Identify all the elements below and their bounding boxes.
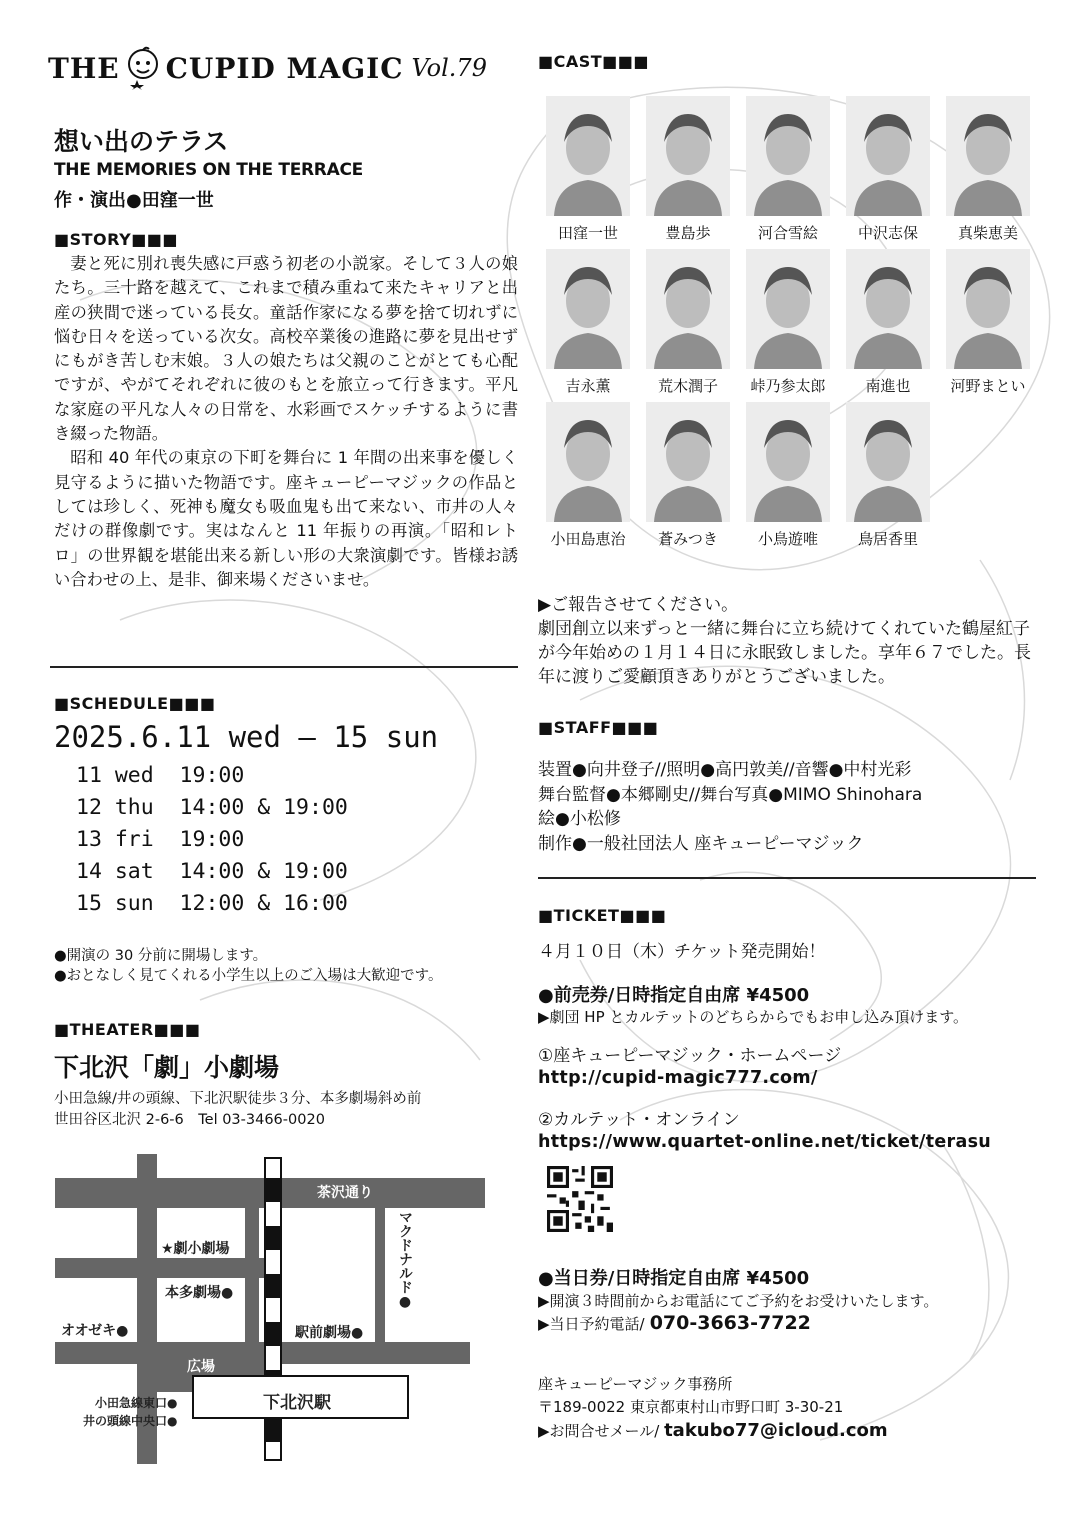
- ticket-heading: ■TICKET■■■: [538, 906, 667, 925]
- cast-name: 豊島歩: [665, 224, 711, 242]
- story-heading: ■STORY■■■: [54, 230, 179, 249]
- map-label-odakyu-east: 小田急線東口●: [95, 1396, 178, 1410]
- map-label-mcdonalds: マクドナルド●: [397, 1210, 413, 1310]
- cast-photo: [946, 96, 1030, 216]
- office-address: 〒189-0022 東京都東村山市野口町 3-30-21: [538, 1398, 844, 1416]
- story-paragraph-2: 昭和 40 年代の東京の下町を舞台に 1 年間の出来事を優しく見守るように描いた物語です。座キューピーマジックの作品としては珍しく、死神も魔女も吸血鬼も出て来ない、市井の人々だけの群像劇です。実はなんと 11 年振りの再演。「昭和レトロ」の世界観を堪能出来る新しい形の大衆演劇です。皆様お誘い合わせの上、是非、御来場くださいませ。: [54, 448, 518, 589]
- mail-address[interactable]: takubo77@icloud.com: [664, 1420, 888, 1441]
- theater-address: [54, 1089, 421, 1131]
- cast-photo: [746, 402, 830, 522]
- cast-photo: [646, 249, 730, 369]
- theater-name: 下北沢「劇」小劇場: [54, 1053, 280, 1082]
- staff-line: 絵●小松修: [538, 809, 621, 829]
- cast-name: 荒木潤子: [657, 377, 718, 395]
- cast-member: [938, 96, 1038, 243]
- cast-member: [538, 402, 638, 549]
- map-label-plaza: 広場: [187, 1359, 215, 1375]
- play-title: 想い出のテラス: [54, 127, 229, 156]
- option-homepage: ①座キューピーマジック・ホームページ: [538, 1046, 842, 1066]
- logo-volume: Vol.79: [411, 54, 487, 82]
- cast-name: 小鳥遊唯: [757, 530, 818, 548]
- divider: [50, 666, 518, 668]
- schedule-row: 14 sat 14:00 & 19:00: [76, 859, 348, 884]
- cast-name: 蒼みつき: [658, 530, 718, 548]
- logo-the: THE: [48, 51, 120, 85]
- access-map: [55, 1150, 485, 1470]
- door-ticket: ●当日券/日時指定自由席 ¥4500: [538, 1268, 810, 1289]
- cast-photo: [546, 249, 630, 369]
- cast-photo: [846, 249, 930, 369]
- cast-name: 鳥居香里: [857, 530, 918, 548]
- map-label-honda: 本多劇場●: [165, 1285, 234, 1301]
- cast-member: [838, 402, 938, 549]
- note-opening: ●開演の 30 分前に開場します。: [54, 948, 268, 964]
- report: [538, 593, 1038, 689]
- cast-name: 中沢志保: [857, 224, 918, 242]
- cast-row: [538, 402, 1038, 549]
- cast-row: [538, 96, 1038, 243]
- cast-name: 河野まとい: [950, 377, 1026, 395]
- schedule-range: 2025.6.11 wed – 15 sun: [54, 720, 439, 754]
- story-paragraph-1: 妻と死に別れ喪失感に戸惑う初老の小説家。そして３人の娘たち。三十路を越えて、これまで積み重ねて来たキャリアと出産の狭間で迷っている長女。童話作家になる夢を捨て切れずに悩む日々を送っている次女。高校卒業後の進路に夢を見出せずにもがき苦しむ末娘。３人の娘たちは父親のことがとても心配ですが、やがてそれぞれに彼のもとを旅立って行きます。平凡な家庭の平凡な人々の日常を、水彩画でスケッチするように書き綴った物語。: [54, 254, 518, 444]
- office-name: 座キューピーマジック事務所: [538, 1375, 733, 1393]
- staff-line: 制作●一般社団法人 座キューピーマジック: [538, 833, 864, 854]
- cast-photo: [646, 96, 730, 216]
- play-title-english: THE MEMORIES ON THE TERRACE: [54, 160, 363, 180]
- logo-cupid-magic: CUPID MAGIC: [165, 51, 404, 85]
- cast-photo: [746, 249, 830, 369]
- cast-member: [538, 249, 638, 396]
- cast-member: [738, 249, 838, 396]
- cast-member: [938, 249, 1038, 396]
- office-info: [538, 1373, 888, 1443]
- report-body: 劇団創立以来ずっと一緒に舞台に立ち続けてくれていた鶴屋紅子が今年始めの１月１４日に永眠致しました。享年６７でした。長年に渡りご愛顧頂きありがとうございました。: [538, 619, 1031, 687]
- cast-photo: [846, 402, 930, 522]
- cast-name: 小田島恵治: [550, 530, 626, 548]
- schedule-row: 15 sun 12:00 & 16:00: [76, 891, 348, 916]
- staff-line: 舞台監督●本郷剛史//舞台写真●MIMO Shinohara: [538, 784, 923, 805]
- advance-ticket-note: ▶劇団 HP とカルテットのどちらからでもお申し込み頂けます。: [538, 1008, 969, 1026]
- staff-line: 装置●向井登子//照明●高円敦美//音響●中村光彩: [538, 760, 912, 780]
- report-title: ▶ご報告させてください。: [538, 595, 739, 615]
- cast-member: [538, 96, 638, 243]
- map-label-ozeki: オオゼキ●: [61, 1323, 129, 1339]
- advance-ticket: ●前売券/日時指定自由席 ¥4500: [538, 985, 810, 1006]
- cupid-icon: [123, 46, 163, 90]
- staff-heading: ■STAFF■■■: [538, 718, 659, 737]
- map-label-chazawa: 茶沢通り: [317, 1185, 373, 1201]
- cast-photo: [546, 96, 630, 216]
- cast-member: [838, 249, 938, 396]
- cast-member: [838, 96, 938, 243]
- qr-code[interactable]: [547, 1166, 613, 1232]
- schedule-heading: ■SCHEDULE■■■: [54, 694, 216, 713]
- cast-photo: [946, 249, 1030, 369]
- map-label-inokashira-center: 井の頭線中央口●: [83, 1414, 178, 1428]
- map-label-gekishogekijo: ★劇小劇場: [161, 1241, 230, 1257]
- cast-name: 田窪一世: [557, 224, 618, 242]
- theater-heading: ■THEATER■■■: [54, 1020, 201, 1039]
- staff-list: [538, 758, 922, 856]
- cast-photo: [646, 402, 730, 522]
- map-label-ekimae: 駅前劇場●: [295, 1325, 364, 1341]
- office-mail: [538, 1419, 888, 1443]
- phone-label: ▶当日予約電話/: [538, 1315, 645, 1333]
- door-ticket-note: ▶開演３時間前からお電話にてご予約をお受けいたします。: [538, 1292, 939, 1310]
- schedule-row: 13 fri 19:00: [76, 827, 245, 852]
- map-label-station: 下北沢駅: [263, 1393, 331, 1413]
- cast-photo: [746, 96, 830, 216]
- reservation-phone: [538, 1312, 811, 1334]
- cast-name: 吉永薫: [565, 377, 611, 395]
- cast-grid: [538, 96, 1038, 555]
- option-quartet: ②カルテット・オンライン: [538, 1110, 740, 1130]
- cast-name: 真柴恵美: [957, 224, 1018, 242]
- cast-heading: ■CAST■■■: [538, 52, 650, 71]
- cast-member: [738, 402, 838, 549]
- schedule-row: 12 thu 14:00 & 19:00: [76, 795, 348, 820]
- schedule-list: [76, 760, 348, 920]
- cast-photo: [546, 402, 630, 522]
- cast-name: 南進也: [865, 377, 911, 395]
- cast-name: 峠乃参太郎: [750, 377, 826, 395]
- cast-member: [638, 96, 738, 243]
- cast-member: [638, 249, 738, 396]
- phone-number[interactable]: 070-3663-7722: [649, 1312, 811, 1334]
- schedule-row: 11 wed 19:00: [76, 763, 245, 788]
- theater-street-address: 世田谷区北沢 2-6-6 Tel 03-3466-0020: [54, 1112, 325, 1128]
- cast-photo: [846, 96, 930, 216]
- mail-label: ▶お問合せメール/: [538, 1422, 660, 1440]
- quartet-url[interactable]: https://www.quartet-online.net/ticket/terasu: [538, 1132, 992, 1152]
- story-text: [54, 252, 518, 592]
- divider: [538, 877, 1036, 879]
- author-credit: 作・演出●田窪一世: [54, 190, 214, 211]
- homepage-url[interactable]: http://cupid-magic777.com/: [538, 1068, 818, 1088]
- cast-row: [538, 249, 1038, 396]
- ticket-release: ４月１０日（木）チケット発売開始！: [538, 942, 826, 962]
- note-children: ●おとなしく見てくれる小学生以上のご入場は大歓迎です。: [54, 968, 443, 984]
- theater-access: 小田急線/井の頭線、下北沢駅徒歩３分、本多劇場斜め前: [54, 1091, 422, 1107]
- cast-member: [738, 96, 838, 243]
- logo: [48, 46, 487, 90]
- cast-member: [638, 402, 738, 549]
- schedule-notes: [54, 946, 443, 986]
- cast-name: 河合雪絵: [757, 224, 818, 242]
